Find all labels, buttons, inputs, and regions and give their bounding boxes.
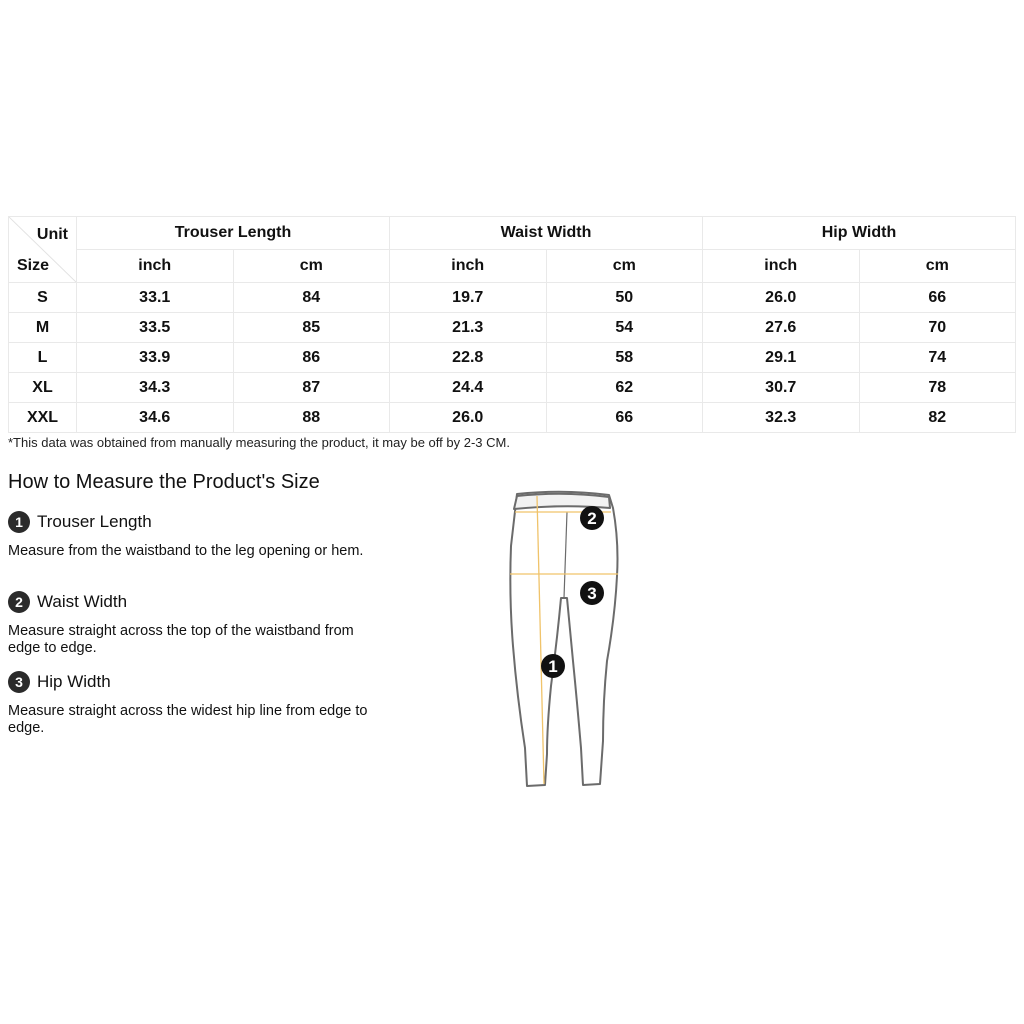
subheader-cell: cm bbox=[859, 250, 1016, 283]
subheader-cell: cm bbox=[233, 250, 390, 283]
value-cell: 88 bbox=[233, 403, 390, 433]
value-cell: 87 bbox=[233, 373, 390, 403]
value-cell: 19.7 bbox=[390, 283, 547, 313]
size-cell: L bbox=[9, 343, 77, 373]
leggings-diagram bbox=[495, 486, 635, 796]
table-row bbox=[9, 403, 1016, 433]
diagram-marker-1 bbox=[541, 654, 565, 678]
subheader-cell: cm bbox=[546, 250, 703, 283]
size-cell: S bbox=[9, 283, 77, 313]
size-chart-table bbox=[8, 216, 1016, 433]
header-hip-width: Hip Width bbox=[703, 217, 1016, 250]
number-2-icon: 2 bbox=[8, 591, 30, 613]
table-header-row-units bbox=[9, 250, 1016, 283]
value-cell: 30.7 bbox=[703, 373, 860, 403]
size-cell: M bbox=[9, 313, 77, 343]
measure-item-title: Trouser Length bbox=[37, 512, 152, 531]
value-cell: 74 bbox=[859, 343, 1016, 373]
table-row bbox=[9, 343, 1016, 373]
corner-size-label: Size bbox=[17, 257, 50, 274]
subheader-cell: inch bbox=[77, 250, 234, 283]
measure-item-description: Measure straight across the top of the waistband from edge to edge. bbox=[8, 623, 354, 656]
measure-item-title: Hip Width bbox=[37, 672, 111, 691]
value-cell: 26.0 bbox=[703, 283, 860, 313]
measure-item-hip-width bbox=[8, 670, 378, 737]
value-cell: 26.0 bbox=[390, 403, 547, 433]
value-cell: 66 bbox=[546, 403, 703, 433]
measure-item-trouser-length bbox=[8, 510, 378, 560]
value-cell: 62 bbox=[546, 373, 703, 403]
measure-item-title: Waist Width bbox=[37, 592, 128, 611]
value-cell: 78 bbox=[859, 373, 1016, 403]
marker-2-label: 2 bbox=[587, 509, 597, 528]
subheader-cell: inch bbox=[390, 250, 547, 283]
table-corner-cell bbox=[9, 217, 77, 283]
value-cell: 84 bbox=[233, 283, 390, 313]
measurement-footnote: *This data was obtained from manually measuring the product, it may be off by 2-3 CM. bbox=[8, 435, 510, 450]
value-cell: 66 bbox=[859, 283, 1016, 313]
header-waist-width: Waist Width bbox=[390, 217, 703, 250]
value-cell: 27.6 bbox=[703, 313, 860, 343]
table-row bbox=[9, 313, 1016, 343]
value-cell: 29.1 bbox=[703, 343, 860, 373]
subheader-cell: inch bbox=[703, 250, 860, 283]
diagram-marker-2 bbox=[580, 506, 604, 530]
value-cell: 82 bbox=[859, 403, 1016, 433]
value-cell: 34.6 bbox=[77, 403, 234, 433]
leggings-outline-icon bbox=[510, 492, 617, 786]
table-row bbox=[9, 283, 1016, 313]
value-cell: 70 bbox=[859, 313, 1016, 343]
number-3-icon: 3 bbox=[8, 671, 30, 693]
value-cell: 50 bbox=[546, 283, 703, 313]
marker-1-label: 1 bbox=[548, 657, 558, 676]
diagram-marker-3 bbox=[580, 581, 604, 605]
value-cell: 86 bbox=[233, 343, 390, 373]
value-cell: 22.8 bbox=[390, 343, 547, 373]
value-cell: 34.3 bbox=[77, 373, 234, 403]
guide-title: How to Measure the Product's Size bbox=[8, 471, 320, 493]
value-cell: 58 bbox=[546, 343, 703, 373]
measure-item-description: Measure from the waistband to the leg opening or hem. bbox=[8, 543, 364, 559]
value-cell: 33.5 bbox=[77, 313, 234, 343]
measure-item-description: Measure straight across the widest hip line from edge to edge. bbox=[8, 703, 368, 736]
value-cell: 24.4 bbox=[390, 373, 547, 403]
size-cell: XXL bbox=[9, 403, 77, 433]
number-1-icon: 1 bbox=[8, 511, 30, 533]
corner-unit-label: Unit bbox=[36, 226, 68, 243]
size-cell: XL bbox=[9, 373, 77, 403]
value-cell: 33.1 bbox=[77, 283, 234, 313]
value-cell: 33.9 bbox=[77, 343, 234, 373]
value-cell: 32.3 bbox=[703, 403, 860, 433]
value-cell: 21.3 bbox=[390, 313, 547, 343]
value-cell: 54 bbox=[546, 313, 703, 343]
header-trouser-length: Trouser Length bbox=[77, 217, 390, 250]
marker-3-label: 3 bbox=[587, 584, 597, 603]
table-row bbox=[9, 373, 1016, 403]
table-header-row-groups bbox=[9, 217, 1016, 250]
value-cell: 85 bbox=[233, 313, 390, 343]
measure-item-waist-width bbox=[8, 590, 378, 657]
